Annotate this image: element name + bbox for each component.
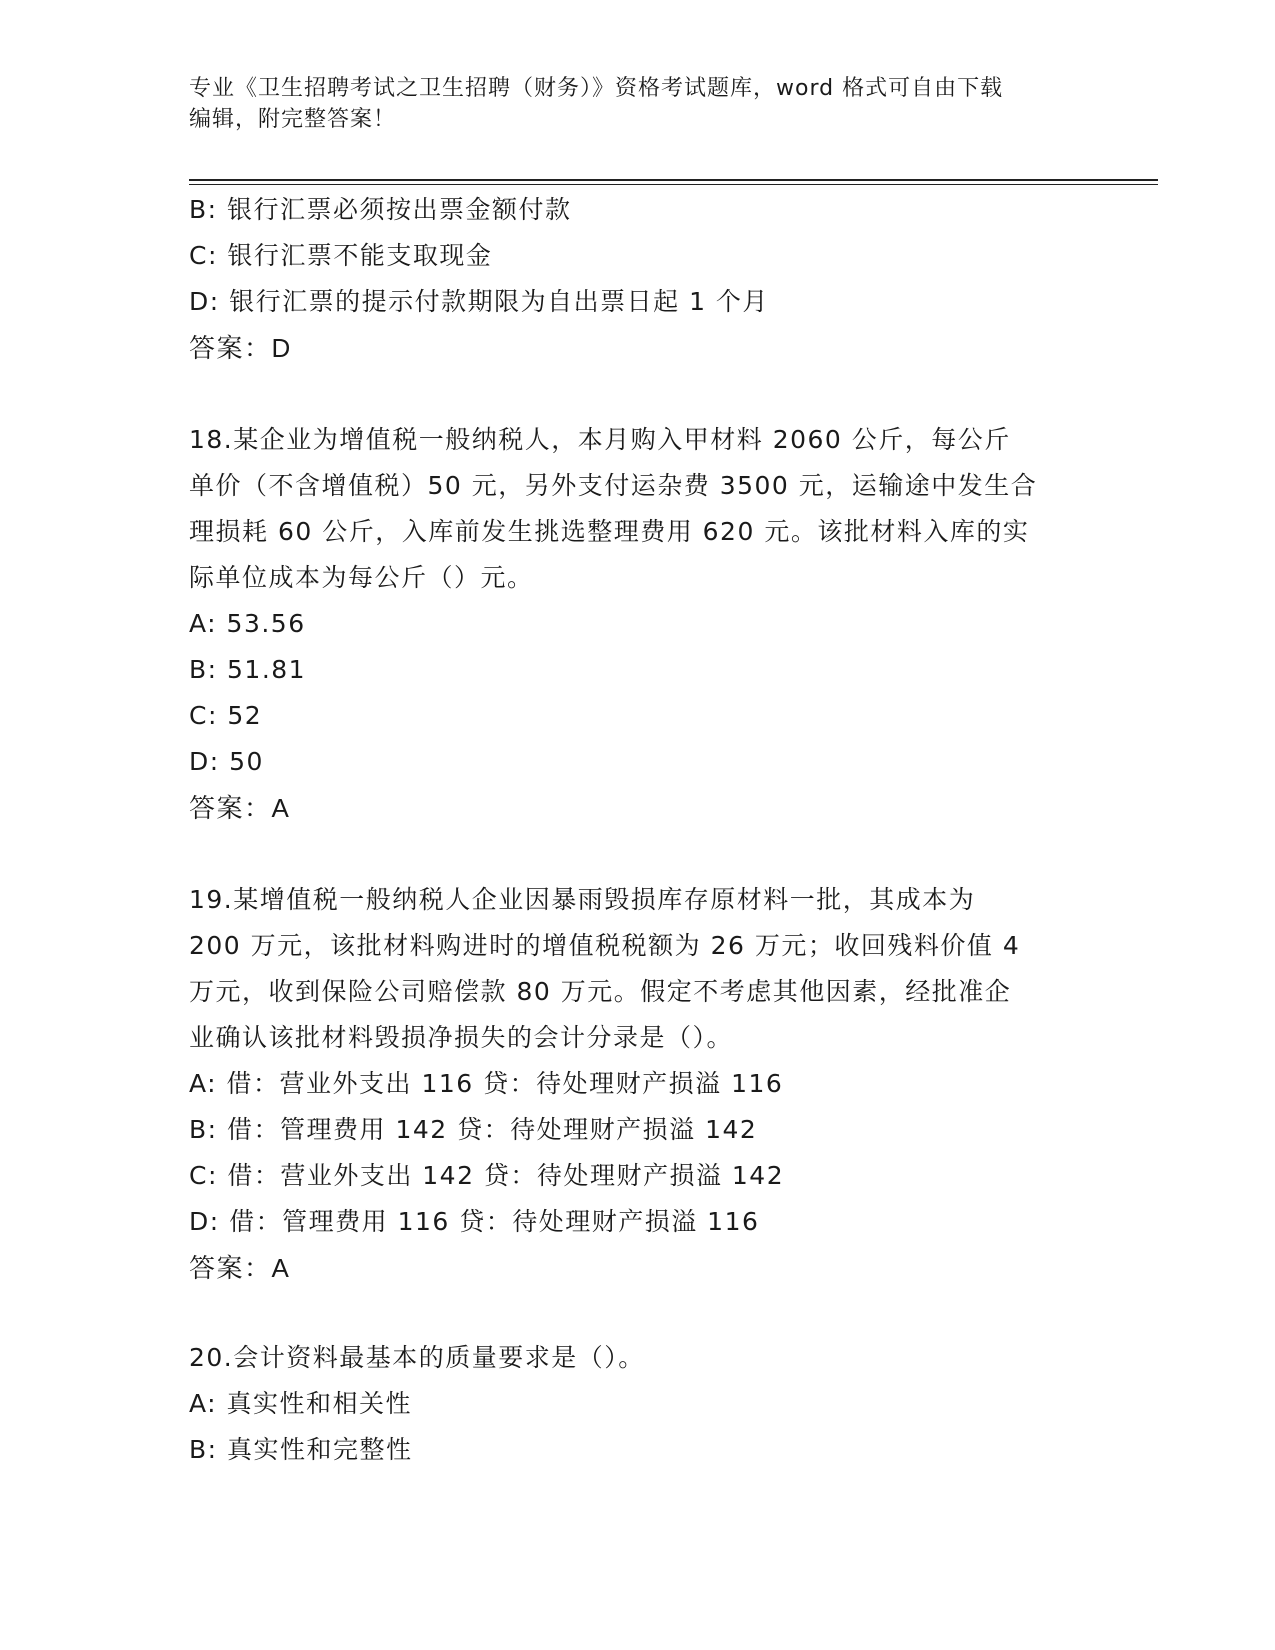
spacer [189,371,1089,417]
spacer [189,831,1089,877]
option-a: A: 借：营业外支出 116 贷：待处理财产损溢 116 [189,1069,784,1098]
stem-line: 19.某增值税一般纳税人企业因暴雨毁损库存原材料一批，其成本为 [189,885,976,914]
option-d: D: 银行汇票的提示付款期限为自出票日起 1 个月 [189,287,769,316]
question-stem [189,877,1089,1061]
answer-line: 答案：A [189,793,291,823]
option-a: A: 真实性和相关性 [189,1389,413,1418]
option-c: C: 52 [189,701,263,730]
option-c: C: 借：营业外支出 142 贷：待处理财产损溢 142 [189,1161,785,1190]
option-b: B: 借：管理费用 142 贷：待处理财产损溢 142 [189,1115,758,1144]
stem-line: 单价（不含增值税）50 元，另外支付运杂费 3500 元，运输途中发生合 [189,471,1038,500]
stem-line: 际单位成本为每公斤（）元。 [189,563,534,592]
document-header [189,73,1089,135]
stem-line: 18.某企业为增值税一般纳税人，本月购入甲材料 2060 公斤，每公斤 [189,425,1011,454]
question-20 [189,1335,1089,1473]
question-18 [189,417,1089,831]
answer-line: 答案：D [189,333,292,363]
option-b: B: 银行汇票必须按出票金额付款 [189,195,572,224]
stem-line: 200 万元，该批材料购进时的增值税税额为 26 万元；收回残料价值 4 [189,931,1021,960]
question-stem [189,417,1089,601]
option-a: A: 53.56 [189,609,306,638]
stem-line: 20.会计资料最基本的质量要求是（）。 [189,1343,645,1372]
question-stem [189,1335,1089,1381]
option-b: B: 真实性和完整性 [189,1435,413,1464]
stem-line: 业确认该批材料毁损净损失的会计分录是（）。 [189,1023,734,1052]
header-line-2: 编辑，附完整答案！ [189,107,397,132]
option-d: D: 50 [189,747,264,776]
option-b: B: 51.81 [189,655,307,684]
header-divider-thick [189,179,1158,181]
header-divider-thin [189,184,1158,185]
header-line-1: 专业《卫生招聘考试之卫生招聘（财务）》资格考试题库，word 格式可自由下载 [189,76,1004,101]
question-list [189,187,1089,1473]
answer-line: 答案：A [189,1253,291,1283]
stem-line: 理损耗 60 公斤，入库前发生挑选整理费用 620 元。该批材料入库的实 [189,517,1030,546]
option-d: D: 借：管理费用 116 贷：待处理财产损溢 116 [189,1207,760,1236]
spacer [189,1291,1089,1335]
question-19 [189,877,1089,1291]
question-17 [189,187,1089,371]
stem-line: 万元，收到保险公司赔偿款 80 万元。假定不考虑其他因素，经批准企 [189,977,1012,1006]
option-c: C: 银行汇票不能支取现金 [189,241,493,270]
